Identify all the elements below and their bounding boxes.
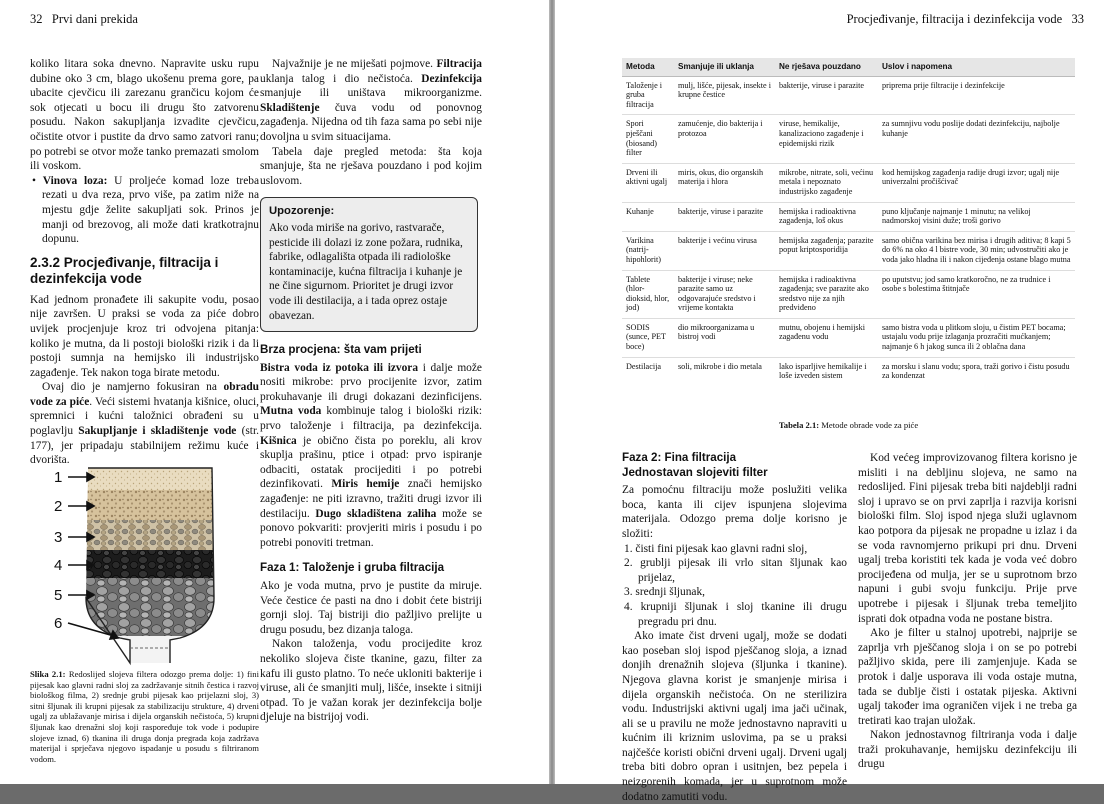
table-cell: samo obična varikina bez mirisa i drugih aditiva; 8 kapi 5 do 6% na oko 4 l bistre vode, 30 min; udvostručiti ako je voda jako hladna ili i nakon cijeđenja ostane blago mutna [878, 231, 1075, 270]
table-row [622, 231, 1075, 270]
paragraph: Kod većeg improvizovanog filtera korisno je misliti i na debljinu slojeva, ne samo na redoslijed. Fini pijesak treba biti najdeblji radni sloj i upravo se on prvi zaprlja i razvija korisni biološki film. Sloj ispod njega služi uglavnom kao potpora da pijesak ne propadne u izlaz i da se voda ravnomjerno prikupi pri dnu. Drveni ugalj treba koristiti tek kada je voda već dobro procijeđena od mulja, jer se u suprotnom brzo napuni i gubi svoju funkciju. Prije prve upotrebe i pijesak i šljunak treba temeljito isprati dok otpadna voda ne postane bistra. [858, 452, 1077, 625]
table-cell: Destilacija [622, 357, 674, 386]
table-row [622, 76, 1075, 115]
subheading-quick-assessment: Brza procjena: šta vam prijeti [260, 343, 422, 357]
table-cell: za morsku i slanu vodu; spora, traži gorivo i čistu posudu za kondenzat [878, 357, 1075, 386]
header-title: Prvi dani prekida [51, 12, 138, 26]
left-column-1 [30, 57, 259, 468]
table-cell: mutnu, obojenu i hemijski zagađenu vodu [775, 318, 878, 357]
table-row [622, 202, 1075, 231]
table-cell: mikrobe, nitrate, soli, većinu metala i nepoznato industrijsko zagađenje [775, 163, 878, 202]
paragraph: Bistra voda iz potoka ili izvora i dalje može nositi mikrobe: prvo procijenite izvor, zatim prokuhavanje ili drugi dokazani dezinficijens. Mutna voda kombinuje talog i biološki rizik: prvo taloženje i filtracija, pa dezinfekcija. Kišnica je obično čista po poreklu, ali krov skuplja prašinu, ptice i otpad: prvo ispiranje odbaciti, ostatak procijediti i po potrebi dezinfikovati. Miris hemije znači hemijsko zagađenje: ne piti izravno, tražiti drugi izvor ili destilaciju. Dugo skladištena zaliha može se ponovo pokvariti: provjeriti miris i posudu i po potrebi ponoviti tretman. [260, 361, 482, 549]
table-cell: bakterije i viruse; neke parazite samo uz odgovarajuće sredstvo i vrijeme kontakta [674, 270, 775, 318]
table-row [622, 357, 1075, 386]
layer-label-2: 2 [54, 498, 63, 515]
table-cell: SODIS (sunce, PET boce) [622, 318, 674, 357]
paragraph: Ovaj dio je namjerno fokusiran na obradu vode za piće. Veći sistemi hvatanja kišnice, oluci, spremnici i kućni taložnici obrađeni su u poglavlju Sakupljanje i skladištenje vode (str. 177), jer pripadaju stabilnijem režimu kuće i dvorišta. [30, 381, 259, 467]
header-title: Procjeđivanje, filtracija i dezinfekcija vode [846, 12, 1063, 26]
layer-label-4: 4 [54, 557, 63, 574]
table-cell: Spori pješčani (biosand) filter [622, 115, 674, 163]
left-column-2 [260, 57, 482, 725]
table-cell: hemijska i radioaktivna zagađenja; sve parazite ako sredstvo nije za njih predviđeno [775, 270, 878, 318]
layer-label-5: 5 [54, 587, 63, 604]
list-item: 4. krupniji šljunak i sloj tkanine ili drugu pregradu pri dnu. [624, 600, 847, 628]
table-cell: samo bistra voda u plitkom sloju, u čistim PET bocama; ustajalu vodu prije izlaganja prozračiti mućkanjem; najmanje 6 h jakog sunca ili 2 oblačna dana [878, 318, 1075, 357]
warning-title: Upozorenje: [269, 205, 335, 218]
table-cell: Tablete (hlor-dioksid, hlor, jod) [622, 270, 674, 318]
layer-label-6: 6 [54, 615, 63, 632]
table-cell: priprema prije filtracije i dezinfekcije [878, 76, 1075, 115]
table-row [622, 115, 1075, 163]
list-item: 1. čisti fini pijesak kao glavni radni sloj, [624, 542, 808, 555]
methods-table-wrapper [622, 58, 1075, 386]
paragraph: Nakon jednostavnog filtriranja voda i dalje traži prokuhavanje, hemijsku dezinfekciju ili drugu [858, 729, 1077, 771]
right-running-header [847, 12, 1084, 27]
layer-label-3: 3 [54, 529, 63, 546]
table-cell: bakterije, viruse i parazite [674, 202, 775, 231]
paragraph: koliko litara soka dnevno. Napravite usku rupu dubine oko 3 cm, blago ukošenu prema gore, pa ubacite cjevčicu ili zarezanu grančicu kojom će sok otjecati u bocu ili drugu što zatvorenu posudu. Nakon sakupljanja izvadite cjevčicu, očistite otvor i pustite da drvo samo zatvori ranu; po potrebi se otvor može tanko premazati smolom ili voskom. [30, 58, 259, 173]
layer-label-1: 1 [54, 469, 63, 486]
subheading-phase-1: Faza 1: Taloženje i gruba filtracija [260, 561, 445, 575]
table-cell: zamućenje, dio bakterija i protozoa [674, 115, 775, 163]
table-cell: kod hemijskog zagađenja radije drugi izvor; ugalj nije univerzalni pročišćivač [878, 163, 1075, 202]
bullet-item: • Vinova loza: U proljeće komad loze treba rezati u dva reza, prvo više, pa zatim niže na mjestu gdje želite sakupljati sok. Prinos je manji od brezovog, ali može dati kratkotrajnu dopunu. [32, 174, 260, 246]
table-row [622, 163, 1075, 202]
figure-caption: Slika 2.1: Redoslijed slojeva filtera odozgo prema dolje: 1) fini pijesak kao glavni radni sloj za zadržavanje sitnih čestica i razvoj biološkog filma, 2) srednje grubi pijesak kao prijelazni sloj, 3) sitni šljunak ili krupni pijesak za stabilizaciju strukture, 4) drveni ugalj za ublažavanje mirisa i dijela organskih nečistoća, 5) krupni šljunak kao drenažni sloj koji raspoređuje tok vode i podupire slojeve iznad, 6) tkanina ili druga donja pregrada koja zadržava materijal i sprječava njegovo ispadanje u posudu s filtriranom vodom. [30, 669, 259, 764]
table-cell: Varikina (natrij-hipohlorit) [622, 231, 674, 270]
table-cell: Drveni ili aktivni ugalj [622, 163, 674, 202]
table-cell: viruse, hemikalije, kanalizaciono zagađenje i epidemijski rizik [775, 115, 878, 163]
table-row [622, 318, 1075, 357]
subheading-layered-filter: Jednostavan slojeviti filter [622, 465, 768, 479]
list-item: 3. srednji šljunak, [624, 586, 706, 599]
paragraph: Za pomoćnu filtraciju može poslužiti velika boca, kanta ili cijev ispunjena slojevima materijala. Odozgo prema dolje korisno je složiti: [622, 484, 847, 540]
table-cell: Taloženje i gruba filtracija [622, 76, 674, 115]
table-cell: miris, okus, dio organskih materija i hlora [674, 163, 775, 202]
layered-filter-illustration [30, 458, 250, 663]
section-heading: 2.3.2 Procjeđivanje, filtracija i dezinfekcija vode [30, 254, 219, 286]
table-cell: Kuhanje [622, 202, 674, 231]
paragraph: Nakon taloženja, vodu procijedite kroz nekoliko slojeva čiste tkanine, gazu, filter za kafu ili gusto platno. To neće ukloniti bakterije i viruse, ali će smanjiti mulj, lišće, insekte i sitniji otpad. To je važan korak jer dezinfekcija bolje djeluje na bistrijoj vodi. [260, 638, 482, 724]
table-caption: Tabela 2.1: Metode obrade vode za piće [778, 420, 919, 430]
right-column-2 [858, 451, 1077, 772]
table-cell: po uputstvu; jod samo kratkoročno, ne za trudnice i osobe s bolestima štitnjače [878, 270, 1075, 318]
table-cell: za sumnjivu vodu poslije dodati dezinfekciju, najbolje kuhanje [878, 115, 1075, 163]
paragraph: Najvažnije je ne miješati pojmove. Filtracija uklanja talog i dio nečistoća. Dezinfekcija smanjuje ili uništava mikroorganizme. Skladištenje čuva vodu od ponovnog zagađenja. Nijedna od tih faza sama po sebi nije dovoljna u svim situacijama. [260, 58, 482, 143]
table-cell: soli, mikrobe i dio metala [674, 357, 775, 386]
subheading-phase-2: Faza 2: Fina filtracija [622, 451, 737, 464]
table-cell: dio mikroorganizama u bistroj vodi [674, 318, 775, 357]
table-cell: bakterije, viruse i parazite [775, 76, 878, 115]
paragraph: Ako je voda mutna, prvo je pustite da miruje. Veće čestice će pasti na dno i dobit ćete bistriji gornji sloj. Taj bistriji dio pažljivo prelijte u drugu posudu, bez dizanja taloga. [260, 580, 482, 636]
table-cell: hemijska i radioaktivna zagađenja, loš okus [775, 202, 878, 231]
methods-table [622, 58, 1075, 386]
table-header-cell: Ne rješava pouzdano [775, 58, 878, 76]
page-number: 32 [30, 12, 43, 26]
bullet-term: Vinova loza: [42, 174, 108, 187]
table-cell: lako isparljive hemikalije i loše izveden sistem [775, 357, 878, 386]
paragraph: Ako imate čist drveni ugalj, može se dodati kao poseban sloj ispod pješčanog sloja, a iznad donjih drenažnih slojeva (šljunka i tkanine). Njegova glavna korist je smanjenje mirisa i dijela organskih nečistoća. On ne sterilizira vodu. Industrijski aktivni ugalj ima jači učinak, ali se u pravilu ne može jednostavno napraviti u kućnim ili kriznim uslovima, pa se u praksi najčešće koristi obični drveni ugalj. Drveni ugalj treba biti dobro opran i usitnjen, bez pepela i neizgorenih komada, jer u suprotnom može dodatno zamutiti vodu. [622, 630, 847, 803]
table-cell: mulj, lišće, pijesak, insekte i krupne čestice [674, 76, 775, 115]
table-cell: bakterije i većinu virusa [674, 231, 775, 270]
right-page [555, 0, 1104, 803]
warning-text: Ako voda miriše na gorivo, rastvarače, pesticide ili dolazi iz zone požara, rudnika, fabrike, odlagališta otpada ili radiološke kontaminacije, kućna filtracija i kuhanje je ne čine sigurnom. Prioritet je drugi izvor vode ili destilacija, a i tada oprez ostaje obavezan. [269, 221, 463, 322]
table-header-cell: Smanjuje ili uklanja [674, 58, 775, 76]
paragraph: Ako je filter u stalnoj upotrebi, najprije se zaprlja vrh pješčanog sloja i on se po potrebi pažljivo skida, pere ili zamjenjuje. Kada se protok i dalje usporava ili voda ostaje mutna, tada se dublje čisti i ostatak pijeska. Aktivni ugalj također ima ograničen vijek i ne treba ga tretirati kao trajan uložak. [858, 627, 1077, 727]
table-header-cell: Metoda [622, 58, 674, 76]
left-running-header [30, 12, 138, 27]
table-cell: puno ključanje najmanje 1 minutu; na velikoj nadmorskoj visini duže; troši gorivo [878, 202, 1075, 231]
paragraph: Kad jednom pronađete ili sakupite vodu, posao nije završen. U praksi se voda za piće dobro uvijek procjenjuje kroz tri odvojena pitanja: koliko je mutna, da li postoji biološki rizik i da li postoji sumnja na hemijsko ili industrijsko zagađenje. Tek nakon toga birate metodu. [30, 293, 259, 379]
table-header-cell: Uslov i napomena [878, 58, 1075, 76]
right-column-1 [622, 451, 847, 804]
table-cell: hemijska zagađenja; parazite poput kriptosporidija [775, 231, 878, 270]
table-row [622, 270, 1075, 318]
paragraph: Tabela daje pregled metoda: šta koja smanjuje, šta ne rješava pouzdano i pod kojim uslovom. [260, 145, 482, 187]
page-number: 33 [1071, 12, 1084, 26]
layer-list [622, 542, 847, 630]
list-item: 2. grublji pijesak ili vrlo sitan šljunak kao prijelaz, [624, 557, 847, 584]
table-header-row [622, 58, 1075, 76]
warning-box [260, 197, 478, 332]
left-page [0, 0, 549, 784]
